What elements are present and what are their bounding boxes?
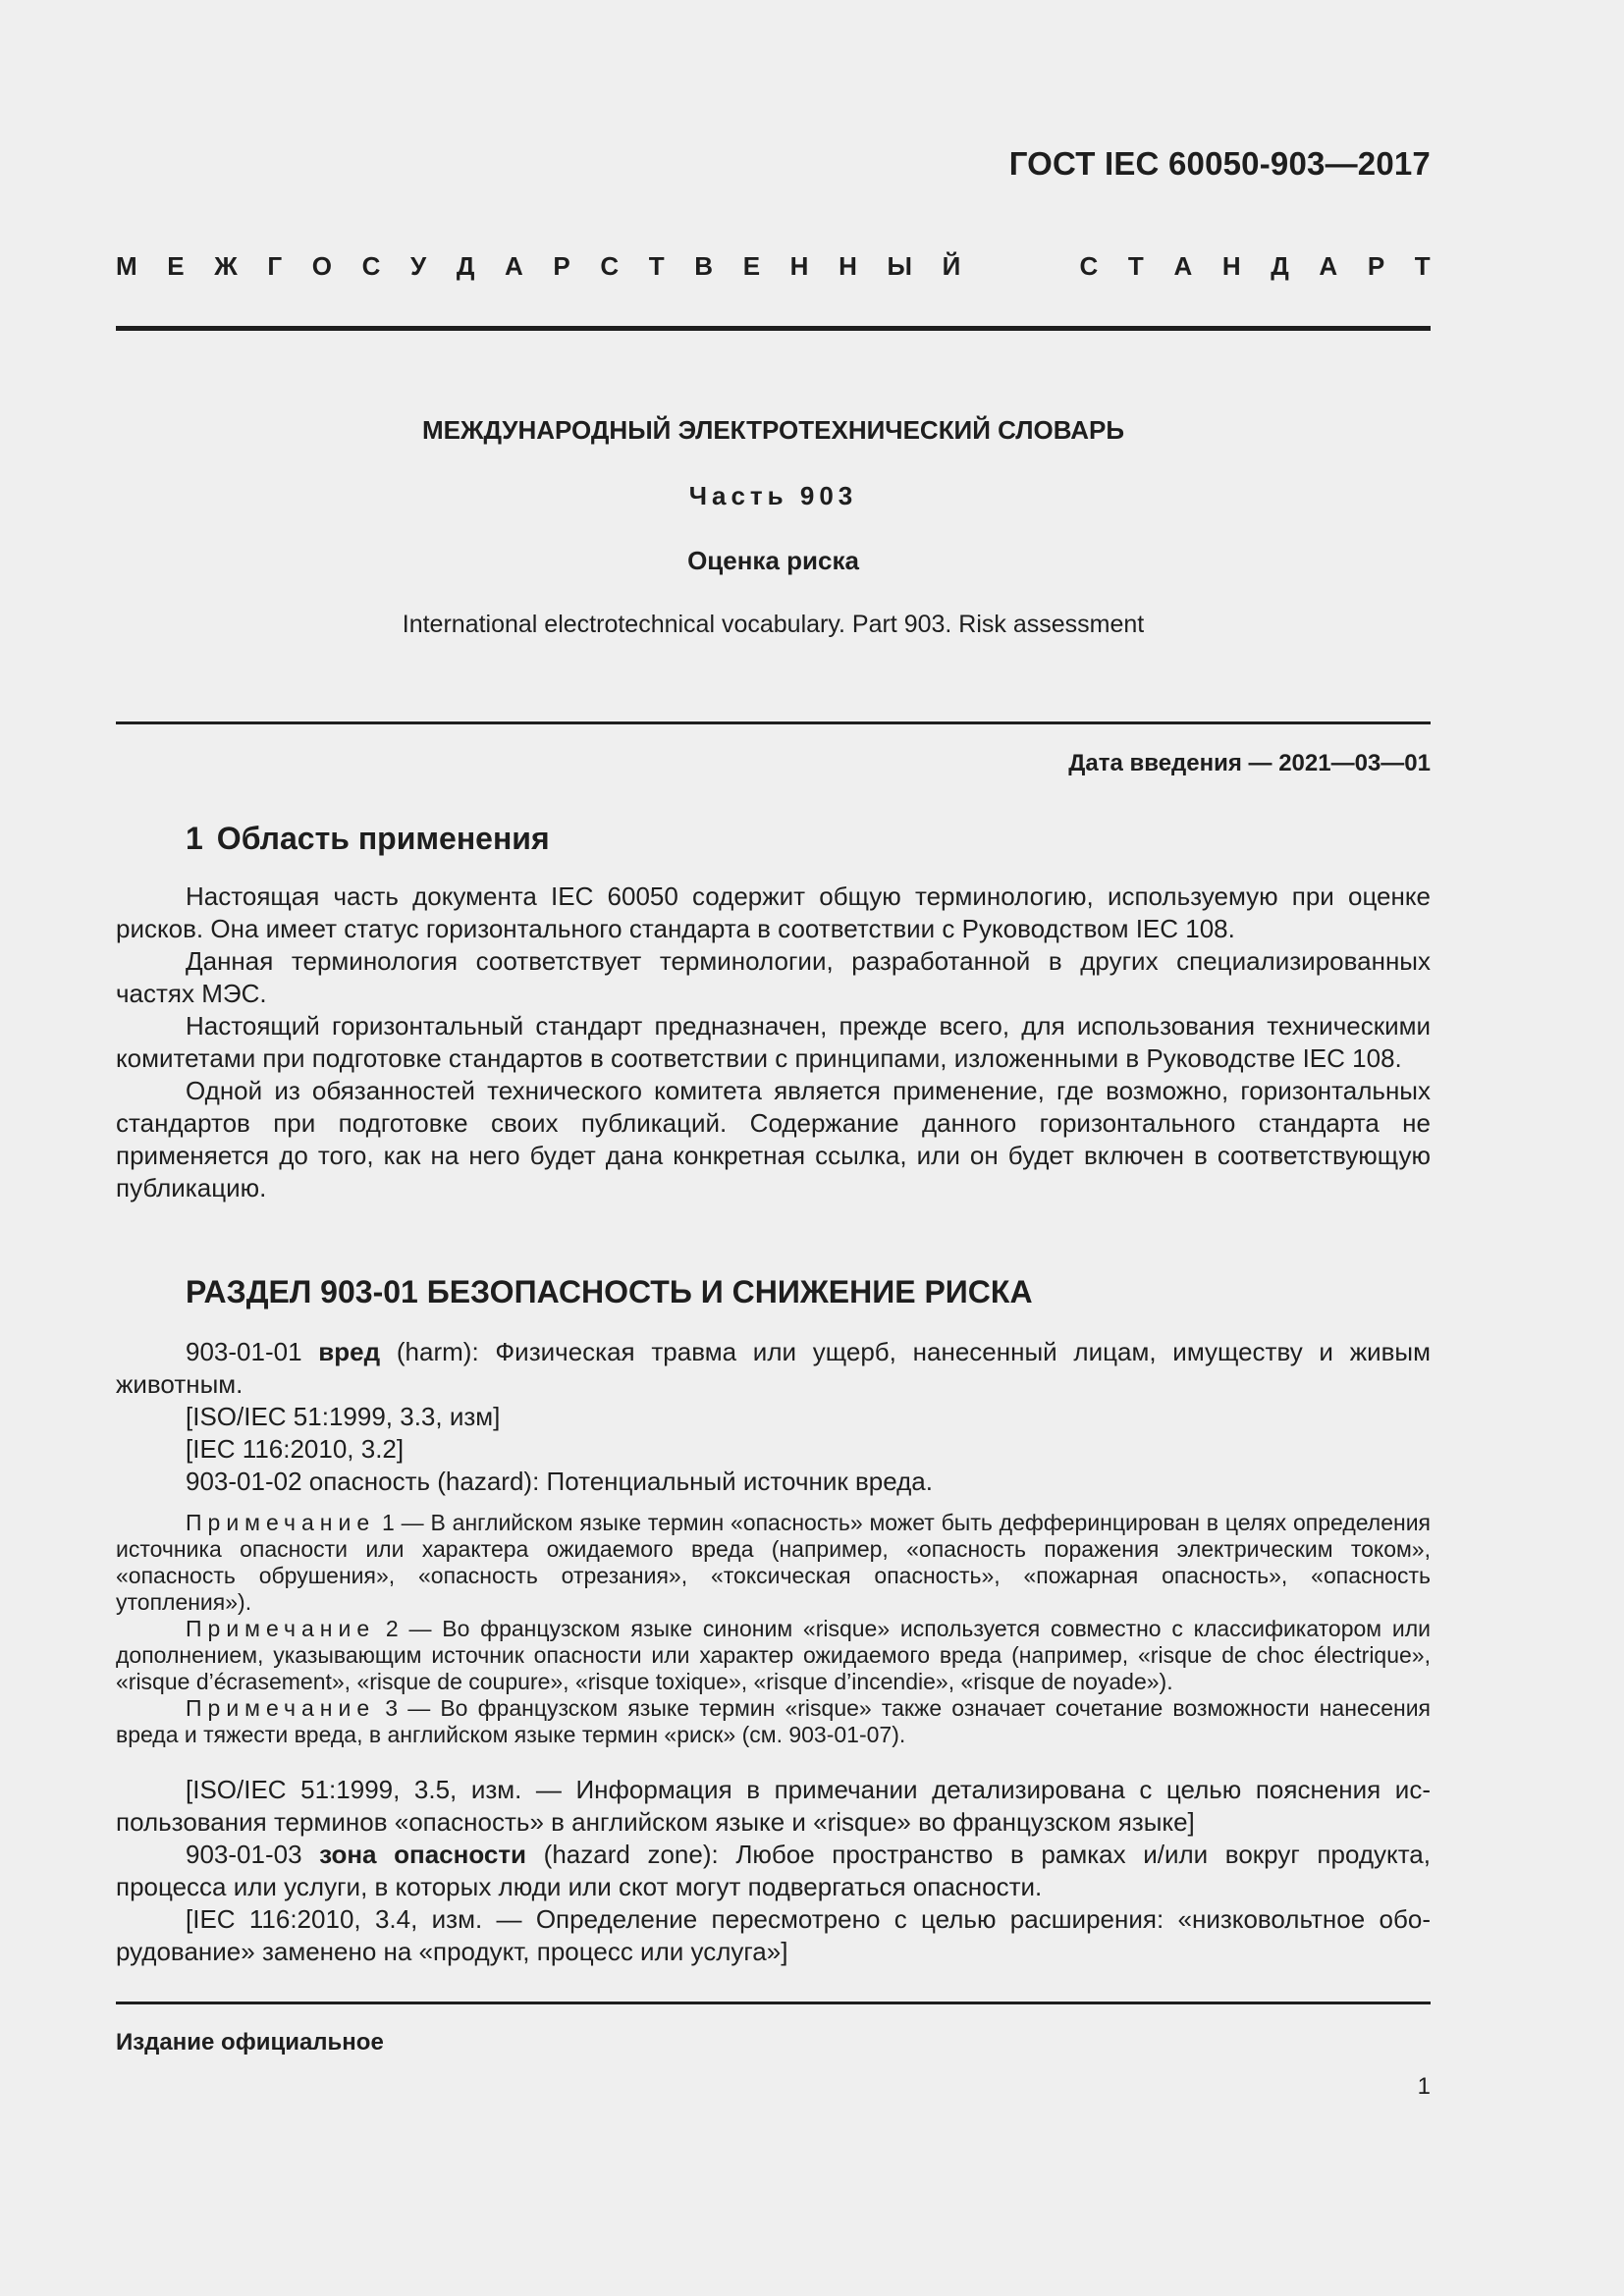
footer-rule	[116, 2002, 1431, 2004]
source-reference: [ISO/IEC 51:1999, 3.5, изм. — Информация в примечании детализирована с целью пояснения использования терминов «опасность» в английском языке и «risque» во французском языке]	[116, 1775, 1431, 1837]
note-text: 1 — В английском языке термин «опасность» может быть дефферинцирован в целях определения источника опасности или характера ожидаемого вреда (например, «опасность поражения электрическим током», «опасность обрушения», «опасность отрезания», «токсическая опасность», «пожарная опасность», «опасность утопления»).	[116, 1510, 1431, 1615]
source-reference: [ISO/IEC 51:1999, 3.3, изм]	[186, 1402, 501, 1431]
interstate-letter: Г	[267, 251, 283, 281]
notes-block	[116, 1510, 1431, 1748]
interstate-letter: Н	[839, 251, 857, 281]
interstate-letter: О	[311, 251, 332, 281]
note-label: Примечание	[186, 1616, 376, 1641]
note-text: 3 — Во французском языке термин «risque» также означает сочетание возможности нанесения вреда и тяжести вреда, в английском языке термин «риск» (см. 903-01-07).	[116, 1695, 1431, 1747]
document-number: ГОСТ IEC 60050-903—2017	[1008, 145, 1431, 182]
interstate-letter: Е	[742, 251, 761, 281]
standard-letter: Р	[1367, 251, 1385, 281]
word-gap	[991, 251, 1050, 282]
standard-letter: Д	[1271, 251, 1289, 281]
section-903-01-heading: РАЗДЕЛ 903-01 БЕЗОПАСНОСТЬ И СНИЖЕНИЕ РИСКА	[186, 1274, 1033, 1309]
term-definition: (hazard zone): Любое пространство в рамках и/или вокруг продукта, процесса или услуги, в которых люди или скот могут подвергаться опасности.	[116, 1840, 1431, 1901]
title-part: Часть 903	[688, 481, 858, 510]
interstate-letter: С	[361, 251, 381, 281]
note	[116, 1510, 1431, 1616]
standard-letter: Н	[1221, 251, 1241, 281]
official-edition-label: Издание официальное	[116, 2029, 384, 2056]
note-label: Примечание	[186, 1510, 376, 1535]
interstate-letter: Р	[553, 251, 570, 281]
title-english: International electrotechnical vocabulary. Part 903. Risk assessment	[402, 611, 1145, 638]
interstate-letter: В	[694, 251, 714, 281]
term-entry-harm	[116, 1336, 1431, 1401]
title-subtitle: Оценка риска	[687, 546, 859, 575]
header-rule	[116, 326, 1431, 331]
term-code: 903-01-03	[186, 1840, 302, 1869]
title-rule	[116, 721, 1431, 724]
interstate-letter: Е	[167, 251, 185, 281]
note-text: 2 — Во французском языке синоним «risque» используется совместно с классификатором или дополнением, указывающим источник опасности или характер ожидаемого вреда (например, «risque de choc électrique», «risque d’écrasement», «risque de coupure», «risque toxique», «risque d’incendie», «risque de noyade»).	[116, 1616, 1431, 1694]
paragraph: Данная терминология соответствует терминологии, разработанной в других специализированных частях МЭС.	[116, 946, 1431, 1008]
interstate-standard-heading	[116, 251, 1431, 282]
source-reference: [IEC 116:2010, 3.2]	[186, 1434, 405, 1464]
standard-letter: А	[1319, 251, 1338, 281]
paragraph: Настоящая часть документа IEC 60050 содержит общую терминологию, используемую при оценке рисков. Она имеет статус горизонтального стандарта в соответствии с Руководством IEC 108.	[116, 881, 1431, 943]
note-label: Примечание	[186, 1695, 376, 1721]
section-1-number: 1	[186, 821, 203, 856]
interstate-letter: Н	[789, 251, 809, 281]
introduction-date: Дата введения — 2021—03—01	[1068, 750, 1431, 776]
term-definition: (harm): Физическая травма или ущерб, нанесенный лицам, имуществу и живым животным.	[116, 1337, 1431, 1399]
paragraph: Одной из обязанностей технического комитета является применение, где возможно, горизонтальных стандартов при подготовке своих публикаций. Содержание данного горизонтального стандарта не применяется до того, как на него будет дана конкретная ссылка, или он будет включен в соответствующую публикацию.	[116, 1076, 1431, 1202]
section-1-heading	[186, 821, 550, 857]
interstate-letter: С	[600, 251, 620, 281]
interstate-letter: У	[410, 251, 427, 281]
standard-letter: Т	[1127, 251, 1144, 281]
interstate-letter: Ж	[214, 251, 238, 281]
term-code: 903-01-01	[186, 1337, 302, 1366]
standard-letter: А	[1173, 251, 1193, 281]
section-1-body	[116, 881, 1431, 1204]
interstate-letter: М	[116, 251, 137, 281]
page-number: 1	[1417, 2073, 1431, 2100]
interstate-letter: Ы	[887, 251, 912, 281]
interstate-letter: Й	[942, 251, 961, 281]
standard-letter: Т	[1414, 251, 1431, 281]
title-main: МЕЖДУНАРОДНЫЙ ЭЛЕКТРОТЕХНИЧЕСКИЙ СЛОВАРЬ	[421, 415, 1125, 445]
interstate-letter: Д	[456, 251, 475, 281]
term-name: вред	[318, 1337, 381, 1366]
term-entry-hazard: 903-01-02 опасность (hazard): Потенциальный источник вреда.	[186, 1467, 933, 1496]
section-903-01-continued	[116, 1774, 1431, 1968]
interstate-letter: Т	[648, 251, 665, 281]
note	[116, 1616, 1431, 1695]
section-1-title: Область применения	[216, 821, 550, 856]
interstate-letter: А	[505, 251, 523, 281]
term-entry-hazard-zone	[116, 1839, 1431, 1903]
standard-letter: С	[1079, 251, 1099, 281]
source-reference: [IEC 116:2010, 3.4, изм. — Определение пересмотрено с целью расширения: «низковольтное оборудование» заменено на «продукт, процесс или услуга»]	[116, 1904, 1431, 1966]
paragraph: Настоящий горизонтальный стандарт предназначен, прежде всего, для использования техническими комитетами при подготовке стандартов в соответствии с принципами, изложенными в Руководстве IEC 108.	[116, 1011, 1431, 1073]
section-903-01-entries	[116, 1336, 1431, 1498]
term-name: зона опасности	[319, 1840, 527, 1869]
note	[116, 1695, 1431, 1748]
